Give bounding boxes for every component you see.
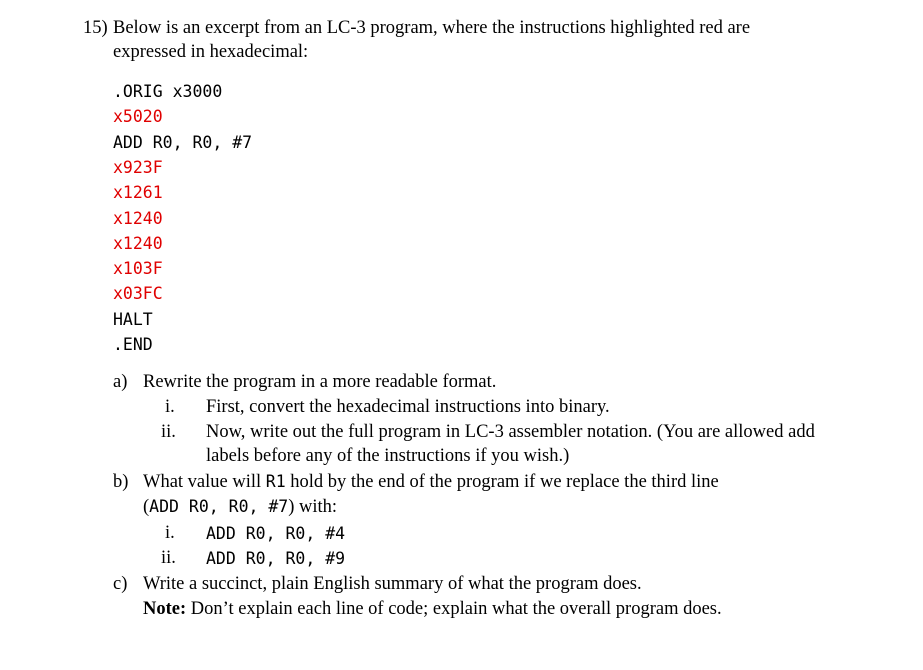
- code-line: x923F: [113, 157, 163, 177]
- code-line: .END: [113, 335, 153, 354]
- part-a-ii-text-line2: labels before any of the instructions if you wish.): [206, 446, 570, 466]
- part-a-label: a): [113, 372, 128, 392]
- question-intro-line1: Below is an excerpt from an LC-3 program, where the instructions highlighted red are: [113, 18, 751, 38]
- part-b-register: R1: [265, 472, 286, 491]
- code-line: x5020: [113, 107, 163, 127]
- code-line: x03FC: [113, 284, 163, 304]
- part-b-ii-code: ADD R0, R0, #9: [206, 549, 346, 568]
- part-a-i-label: i.: [165, 397, 175, 417]
- part-b-i-code: ADD R0, R0, #4: [206, 524, 346, 543]
- part-b-line2: [143, 497, 337, 518]
- part-c-note-label: Note:: [143, 599, 187, 619]
- part-c-note: [143, 599, 722, 620]
- code-line: x1240: [113, 208, 163, 228]
- part-a-i-text: First, convert the hexadecimal instructions into binary.: [206, 397, 610, 417]
- part-c-label: c): [113, 574, 128, 594]
- part-c-text: Write a succinct, plain English summary of what the program does.: [143, 574, 642, 594]
- clipped-top-text: [150, 0, 750, 4]
- question-intro-line2: expressed in hexadecimal:: [113, 42, 309, 62]
- part-a-ii-text-line1: Now, write out the full program in LC-3 assembler notation. (You are allowed add: [206, 422, 815, 442]
- question-number: 15): [83, 18, 108, 38]
- part-b-text-post: hold by the end of the program if we replace the third line: [285, 472, 719, 492]
- part-b-i-label: i.: [165, 523, 175, 543]
- code-line: HALT: [113, 309, 153, 329]
- part-c-note-text: Don’t explain each line of code; explain what the overall program does.: [186, 599, 722, 619]
- part-b-label: b): [113, 472, 129, 492]
- part-b-close-text: ) with:: [288, 497, 338, 517]
- part-b-original-instruction: ADD R0, R0, #7: [149, 497, 289, 516]
- part-a-text: Rewrite the program in a more readable format.: [143, 372, 497, 392]
- part-b-ii-label: ii.: [161, 548, 176, 568]
- part-b-text-pre: What value will: [143, 472, 266, 492]
- code-line: x1240: [113, 233, 163, 253]
- code-line: x1261: [113, 183, 163, 203]
- part-b-open-paren: (: [143, 497, 150, 517]
- part-a-ii-label: ii.: [161, 422, 176, 442]
- code-line: .ORIG x3000: [113, 82, 223, 101]
- part-b-text: [143, 472, 719, 493]
- code-line: ADD R0, R0, #7: [113, 132, 253, 152]
- code-line: x103F: [113, 259, 163, 279]
